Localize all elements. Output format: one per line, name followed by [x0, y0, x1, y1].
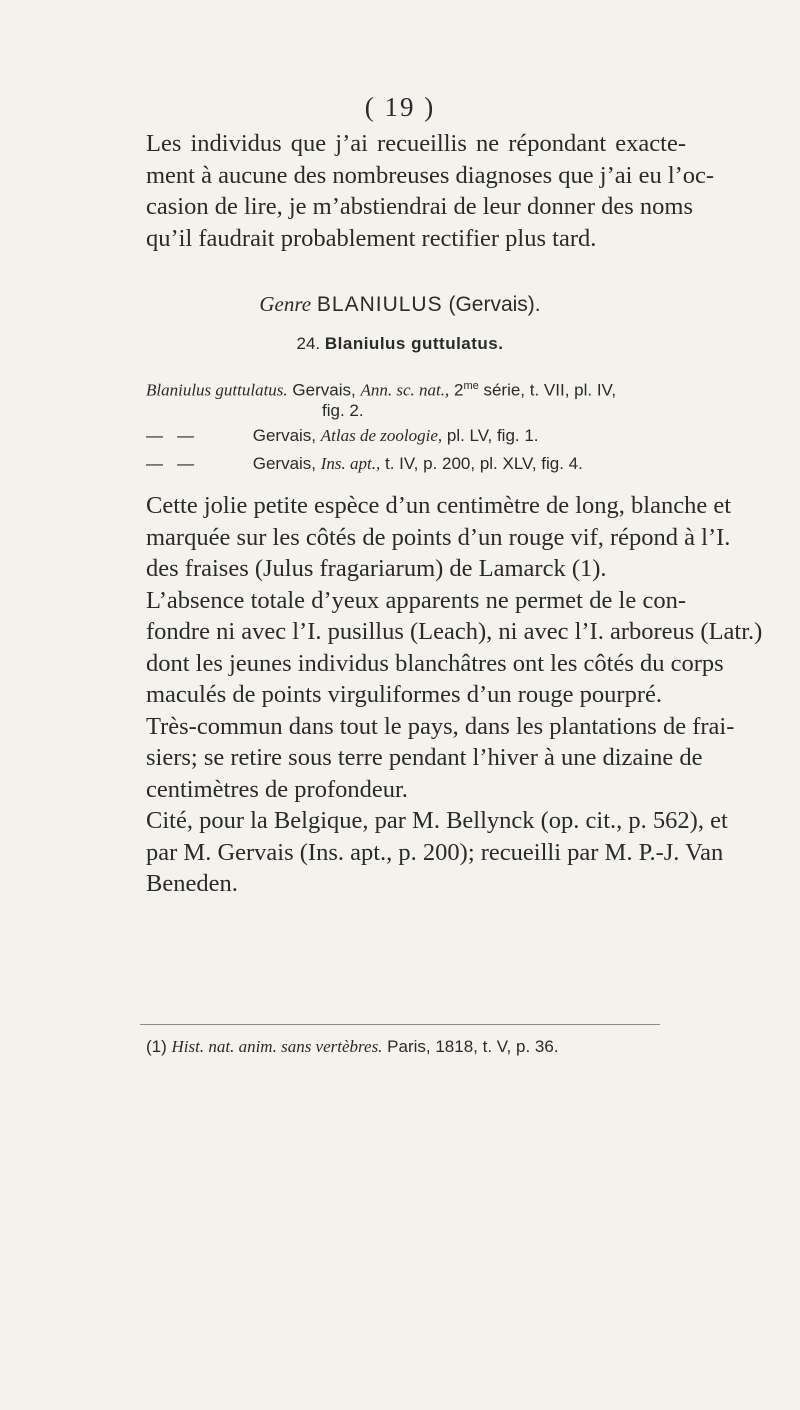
synonymy-line-1-cont: fig. 2. — [322, 401, 364, 420]
species-heading — [0, 334, 800, 354]
synonym-series: 2 — [453, 380, 464, 400]
synonym-rest: pl. LV, fig. 1. — [446, 426, 539, 445]
text-line: Les individus que j’ai recueillis ne répondant exacte- — [146, 130, 686, 157]
footnote-divider — [140, 1024, 660, 1025]
text-line: des fraises (Julus fragariarum) de Lamarck (1). — [146, 555, 607, 582]
text-line: siers; se retire sous terre pendant l’hiver à une dizaine de — [146, 744, 703, 771]
synonym-rest: t. IV, p. 200, pl. XLV, fig. 4. — [385, 454, 583, 473]
synonym-ref: Ann. sc. nat., — [360, 380, 450, 400]
genus-label: Genre — [259, 292, 312, 316]
text-line: par M. Gervais (Ins. apt., p. 200); recueilli par M. P.-J. Van — [146, 838, 724, 866]
synonym-ref: Atlas de zoologie, — [320, 426, 443, 445]
text-line: L’absence totale d’yeux apparents ne permet de le con- — [146, 586, 686, 614]
synonym-rest: série, t. VII, pl. IV, — [483, 380, 617, 400]
synonym-author: Gervais, — [292, 380, 356, 400]
synonym-ref: Ins. apt., — [320, 454, 381, 473]
text-line: dont les jeunes individus blanchâtres ont les côtés du corps — [146, 649, 724, 677]
text-line: casion de lire, je m’abstiendrai de leur donner des noms — [146, 193, 693, 220]
species-number: 24. — [296, 334, 321, 353]
text-line: marquée sur les côtés de points d’un rouge vif, répond à l’I. — [146, 523, 731, 551]
ditto-dashes: — — — [146, 426, 195, 445]
text-line: centimètres de profondeur. — [146, 775, 408, 803]
synonymy-line-2 — [146, 424, 706, 448]
genus-heading — [0, 292, 800, 317]
synonymy-line-3 — [146, 452, 706, 476]
paragraph-description — [146, 490, 763, 900]
footnote — [146, 1037, 559, 1057]
text-line: ment à aucune des nombreuses diagnoses que j’ai eu l’oc- — [146, 161, 715, 189]
text-line: Très-commun dans tout le pays, dans les plantations de frai- — [146, 712, 735, 740]
synonym-author: Gervais, — [252, 454, 317, 473]
species-name: Blaniulus guttulatus. — [324, 334, 504, 353]
page-number: ( 19 ) — [364, 92, 436, 122]
genus-name: BLANIULUS — [316, 293, 443, 316]
text-line: Cette jolie petite espèce d’un centimètre de long, blanche et — [146, 492, 732, 519]
footnote-marker: (1) — [146, 1037, 167, 1056]
text-line: Beneden. — [146, 870, 238, 897]
synonym-author: Gervais, — [252, 426, 317, 445]
synonym-taxon: Blaniulus guttulatus. — [146, 380, 288, 400]
text-line: Cité, pour la Belgique, par M. Bellynck (op. cit., p. 562), et — [146, 807, 728, 834]
ditto-dashes: — — — [146, 454, 195, 473]
text-line: maculés de points virguliformes d’un rouge pourpré. — [146, 681, 662, 708]
synonym-series-sup: me — [463, 380, 479, 392]
genus-author: (Gervais). — [448, 293, 541, 316]
footnote-rest: Paris, 1818, t. V, p. 36. — [387, 1037, 559, 1056]
paragraph-intro — [146, 128, 715, 254]
text-line: fondre ni avec l’I. pusillus (Leach), ni avec l’I. arboreus (Latr.) — [146, 618, 763, 645]
text-line: qu’il faudrait probablement rectifier plus tard. — [146, 224, 597, 252]
footnote-ref: Hist. nat. anim. sans vertèbres. — [171, 1037, 383, 1056]
